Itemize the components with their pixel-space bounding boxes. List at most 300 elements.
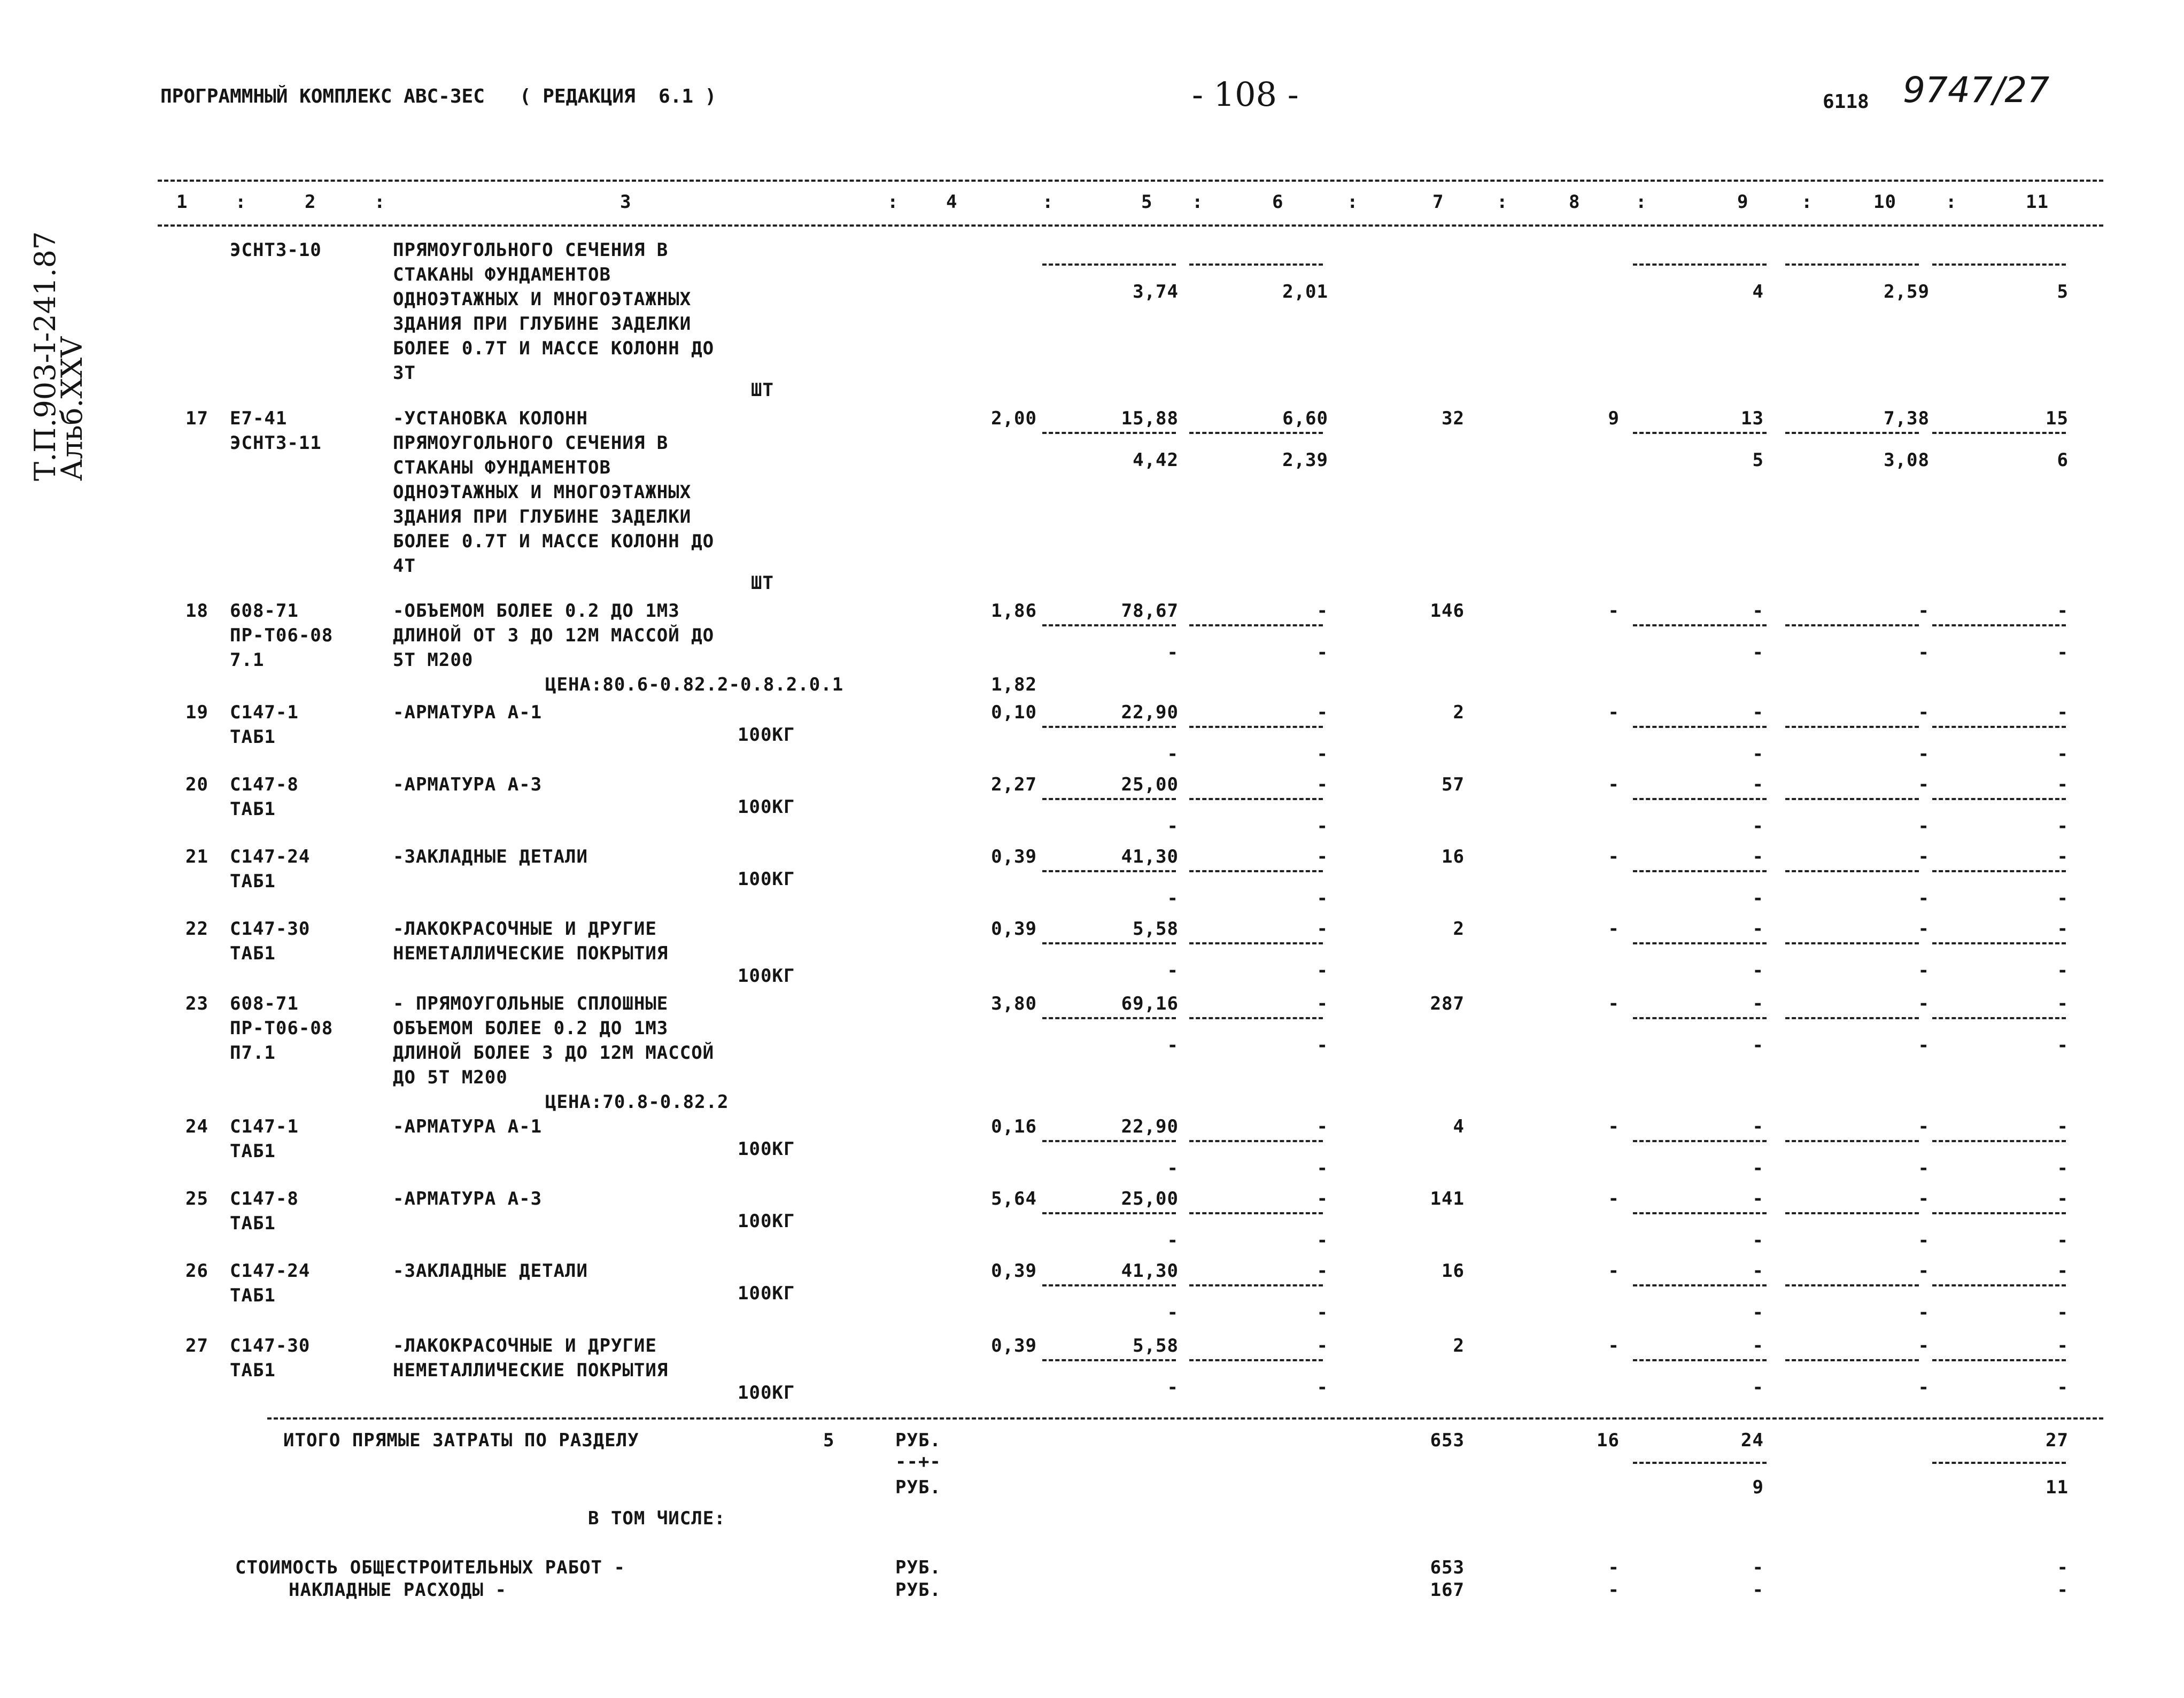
row-c5-base: 69,16 bbox=[1121, 993, 1179, 1014]
row-description-line: БОЛЕЕ 0.7Т И МАССЕ КОЛОНН ДО bbox=[393, 531, 715, 552]
row-quantity: 5,64 bbox=[991, 1188, 1037, 1209]
row-c6-base: - bbox=[1316, 1260, 1328, 1282]
row-c10-wage: - bbox=[1918, 1158, 1930, 1179]
row-c10-divider bbox=[1785, 942, 1919, 944]
row-c9-wage: - bbox=[1752, 960, 1764, 981]
row-c7: 4 bbox=[1453, 1116, 1465, 1137]
row-unit: ШТ bbox=[751, 379, 774, 401]
row-quantity: 0,16 bbox=[991, 1116, 1037, 1137]
row-c9-base: - bbox=[1752, 1188, 1764, 1209]
row-c6-base: - bbox=[1316, 1335, 1328, 1356]
row-c6-divider bbox=[1189, 1359, 1323, 1361]
breakdown-c7: 653 bbox=[1430, 1557, 1465, 1578]
row-c9-base: - bbox=[1752, 918, 1764, 940]
header-rule-top bbox=[158, 180, 2103, 182]
row-c6-wage: - bbox=[1316, 743, 1328, 765]
row-c5-divider bbox=[1042, 1212, 1176, 1214]
row-c10-divider bbox=[1785, 263, 1919, 266]
row-c9-divider bbox=[1633, 942, 1767, 944]
row-c6-divider bbox=[1189, 1212, 1323, 1214]
breakdown-c11: - bbox=[2057, 1557, 2069, 1578]
row-c6-wage: - bbox=[1316, 1230, 1328, 1251]
row-c9-wage: - bbox=[1752, 1230, 1764, 1251]
row-c5-base: 41,30 bbox=[1121, 846, 1179, 867]
row-c9-base: - bbox=[1752, 993, 1764, 1014]
row-c11-divider bbox=[1932, 1212, 2066, 1214]
breakdown-c9: - bbox=[1752, 1579, 1764, 1601]
row-code: ТАБ1 bbox=[230, 871, 276, 892]
row-c10-divider bbox=[1785, 1017, 1919, 1019]
row-quantity: 1,86 bbox=[991, 600, 1037, 622]
row-c6-base: - bbox=[1316, 1188, 1328, 1209]
row-c5-divider bbox=[1042, 942, 1176, 944]
totals-section: 5 bbox=[823, 1430, 835, 1451]
row-c5-base: 22,90 bbox=[1121, 1116, 1179, 1137]
row-code: ПР-Т06-08 bbox=[230, 625, 334, 646]
row-description-line: -АРМАТУРА А-3 bbox=[393, 774, 543, 795]
row-c5-wage: - bbox=[1167, 816, 1179, 837]
row-c10-divider bbox=[1785, 1284, 1919, 1286]
program-title: ПРОГРАММНЫЙ КОМПЛЕКС АВС-ЗЕС ( РЕДАКЦИЯ 6.1 ) bbox=[160, 86, 717, 107]
row-code: С147-1 bbox=[230, 702, 299, 723]
row-c5-base: 5,58 bbox=[1133, 1335, 1179, 1356]
row-description-line: 5Т М200 bbox=[393, 649, 474, 671]
row-description-line: НЕМЕТАЛЛИЧЕСКИЕ ПОКРЫТИЯ bbox=[393, 943, 669, 964]
row-c6-wage: - bbox=[1316, 888, 1328, 909]
row-code: ТАБ1 bbox=[230, 798, 276, 820]
row-c9-wage: - bbox=[1752, 743, 1764, 765]
row-unit: 100КГ bbox=[738, 965, 795, 987]
column-separator: : bbox=[235, 191, 247, 213]
row-unit: 100КГ bbox=[738, 1211, 795, 1232]
totals-c11-b: 11 bbox=[2046, 1477, 2069, 1498]
row-c9-divider bbox=[1633, 1140, 1767, 1142]
row-c10-wage: 2,59 bbox=[1884, 281, 1930, 303]
row-c5-base: 5,58 bbox=[1133, 918, 1179, 940]
column-header-10: 10 bbox=[1873, 191, 1896, 213]
row-number: 25 bbox=[185, 1188, 208, 1209]
row-c9-base: - bbox=[1752, 702, 1764, 723]
row-unit: 100КГ bbox=[738, 1382, 795, 1404]
row-c6-base: - bbox=[1316, 774, 1328, 795]
row-code: С147-24 bbox=[230, 846, 311, 867]
column-header-1: 1 bbox=[176, 191, 188, 213]
row-quantity: 0,39 bbox=[991, 918, 1037, 940]
row-c6-divider bbox=[1189, 726, 1323, 728]
row-c11-base: - bbox=[2057, 774, 2069, 795]
row-c9-base: - bbox=[1752, 846, 1764, 867]
row-c11-base: - bbox=[2057, 1116, 2069, 1137]
row-c8: - bbox=[1608, 1116, 1620, 1137]
row-c7: 16 bbox=[1442, 1260, 1465, 1282]
row-code: С147-1 bbox=[230, 1116, 299, 1137]
row-c8: - bbox=[1608, 846, 1620, 867]
row-c10-wage: - bbox=[1918, 816, 1930, 837]
side-stamp-line-1: Т.П.903-I-241.87 bbox=[28, 231, 62, 481]
row-description-line: ЗДАНИЯ ПРИ ГЛУБИНЕ ЗАДЕЛКИ bbox=[393, 506, 692, 528]
row-c10-base: - bbox=[1918, 774, 1930, 795]
row-description-line: 4Т bbox=[393, 555, 416, 577]
row-c11-divider bbox=[1932, 1284, 2066, 1286]
column-separator: : bbox=[1192, 191, 1204, 213]
row-c10-base: - bbox=[1918, 1188, 1930, 1209]
breakdown-c8: - bbox=[1608, 1557, 1620, 1578]
handwritten-number: 9747/27 bbox=[1903, 69, 2050, 111]
row-c6-divider bbox=[1189, 870, 1323, 872]
row-description-line: -АРМАТУРА А-3 bbox=[393, 1188, 543, 1209]
row-c5-divider bbox=[1042, 263, 1176, 266]
row-c7: 2 bbox=[1453, 918, 1465, 940]
row-c11-base: - bbox=[2057, 600, 2069, 622]
row-number: 19 bbox=[185, 702, 208, 723]
row-c6-base: - bbox=[1316, 1116, 1328, 1137]
row-number: 21 bbox=[185, 846, 208, 867]
row-c5-divider bbox=[1042, 1140, 1176, 1142]
row-unit: 100КГ bbox=[738, 724, 795, 746]
row-description-line: -ЛАКОКРАСОЧНЫЕ И ДРУГИЕ bbox=[393, 918, 657, 940]
row-c6-wage: - bbox=[1316, 1302, 1328, 1323]
breakdown-c11: - bbox=[2057, 1579, 2069, 1601]
column-header-2: 2 bbox=[305, 191, 316, 213]
row-description-line: ДЛИНОЙ БОЛЕЕ 3 ДО 12М МАССОЙ bbox=[393, 1042, 715, 1064]
row-c6-divider bbox=[1189, 263, 1323, 266]
row-c9-divider bbox=[1633, 1212, 1767, 1214]
row-c8: - bbox=[1608, 1335, 1620, 1356]
totals-unit-2: РУБ. bbox=[895, 1477, 941, 1498]
row-c6-divider bbox=[1189, 1140, 1323, 1142]
row-c9-wage: - bbox=[1752, 1302, 1764, 1323]
row-c10-divider bbox=[1785, 870, 1919, 872]
row-unit: 100КГ bbox=[738, 1138, 795, 1160]
row-c9-base: 13 bbox=[1741, 408, 1764, 429]
row-code: ПР-Т06-08 bbox=[230, 1018, 334, 1039]
row-code: С147-30 bbox=[230, 1335, 311, 1356]
row-c11-wage: - bbox=[2057, 888, 2069, 909]
row-c6-wage: - bbox=[1316, 1035, 1328, 1056]
row-c11-divider bbox=[1932, 1140, 2066, 1142]
row-c10-base: - bbox=[1918, 702, 1930, 723]
row-c5-divider bbox=[1042, 1017, 1176, 1019]
column-separator: : bbox=[1347, 191, 1359, 213]
row-c7: 146 bbox=[1430, 600, 1465, 622]
row-c10-base: - bbox=[1918, 1260, 1930, 1282]
row-c6-wage: - bbox=[1316, 816, 1328, 837]
row-c5-base: 15,88 bbox=[1121, 408, 1179, 429]
row-c5-base: 25,00 bbox=[1121, 774, 1179, 795]
row-c10-base: - bbox=[1918, 846, 1930, 867]
row-quantity: 0,39 bbox=[991, 1335, 1037, 1356]
row-code: ЭСНТЗ-11 bbox=[230, 432, 322, 454]
row-c6-divider bbox=[1189, 432, 1323, 434]
row-c11-wage: 6 bbox=[2057, 449, 2069, 471]
row-c6-divider bbox=[1189, 798, 1323, 800]
row-c10-wage: - bbox=[1918, 1377, 1930, 1398]
row-c11-base: - bbox=[2057, 918, 2069, 940]
row-description-line: -УСТАНОВКА КОЛОНН bbox=[393, 408, 588, 429]
row-c5-wage: - bbox=[1167, 743, 1179, 765]
row-c10-base: 7,38 bbox=[1884, 408, 1930, 429]
row-c9-base: - bbox=[1752, 600, 1764, 622]
row-c9-base: - bbox=[1752, 1335, 1764, 1356]
totals-c7: 653 bbox=[1430, 1430, 1465, 1451]
row-description-line: ДО 5Т М200 bbox=[393, 1067, 508, 1088]
row-c6-divider bbox=[1189, 942, 1323, 944]
row-code: 608-71 bbox=[230, 993, 299, 1014]
breakdown-c9: - bbox=[1752, 1557, 1764, 1578]
row-code: ТАБ1 bbox=[230, 1141, 276, 1162]
row-c9-base: - bbox=[1752, 1116, 1764, 1137]
row-c11-wage: - bbox=[2057, 743, 2069, 765]
row-description-line: -ЛАКОКРАСОЧНЫЕ И ДРУГИЕ bbox=[393, 1335, 657, 1356]
row-c11-divider bbox=[1932, 263, 2066, 266]
row-description-line: ОБЪЕМОМ БОЛЕЕ 0.2 ДО 1М3 bbox=[393, 1018, 669, 1039]
column-separator: : bbox=[1801, 191, 1813, 213]
column-header-4: 4 bbox=[946, 191, 958, 213]
column-separator: : bbox=[374, 191, 386, 213]
row-unit: 100КГ bbox=[738, 796, 795, 818]
row-c10-divider bbox=[1785, 1140, 1919, 1142]
row-c6-base: - bbox=[1316, 702, 1328, 723]
row-c9-wage: 4 bbox=[1752, 281, 1764, 303]
row-code: С147-24 bbox=[230, 1260, 311, 1282]
row-c11-divider bbox=[1932, 942, 2066, 944]
breakdown-c7: 167 bbox=[1430, 1579, 1465, 1601]
row-description-line: ЗДАНИЯ ПРИ ГЛУБИНЕ ЗАДЕЛКИ bbox=[393, 313, 692, 335]
row-c10-wage: - bbox=[1918, 642, 1930, 663]
row-c5-wage: - bbox=[1167, 1230, 1179, 1251]
totals-label: ИТОГО ПРЯМЫЕ ЗАТРАТЫ ПО РАЗДЕЛУ bbox=[283, 1430, 639, 1451]
row-c6-divider bbox=[1189, 624, 1323, 626]
row-number: 20 bbox=[185, 774, 208, 795]
column-separator: : bbox=[1636, 191, 1647, 213]
column-header-6: 6 bbox=[1272, 191, 1284, 213]
row-code: С147-30 bbox=[230, 918, 311, 940]
page-number: - 108 - bbox=[1192, 75, 1299, 114]
row-code: ТАБ1 bbox=[230, 1285, 276, 1306]
row-unit: 100КГ bbox=[738, 1283, 795, 1304]
row-c9-divider bbox=[1633, 1359, 1767, 1361]
row-c8: - bbox=[1608, 1188, 1620, 1209]
breakdown-label: НАКЛАДНЫЕ РАСХОДЫ - bbox=[289, 1579, 507, 1601]
row-c6-base: - bbox=[1316, 918, 1328, 940]
row-description-line: ПРЯМОУГОЛЬНОГО СЕЧЕНИЯ В bbox=[393, 432, 669, 454]
row-c5-wage: - bbox=[1167, 1377, 1179, 1398]
row-c9-wage: - bbox=[1752, 1035, 1764, 1056]
row-c7: 2 bbox=[1453, 1335, 1465, 1356]
row-description-line: НЕМЕТАЛЛИЧЕСКИЕ ПОКРЫТИЯ bbox=[393, 1360, 669, 1381]
row-c5-base: 78,67 bbox=[1121, 600, 1179, 622]
column-header-9: 9 bbox=[1737, 191, 1749, 213]
row-c9-base: - bbox=[1752, 774, 1764, 795]
row-c10-wage: - bbox=[1918, 1302, 1930, 1323]
row-c11-wage: - bbox=[2057, 1377, 2069, 1398]
row-c10-wage: - bbox=[1918, 1035, 1930, 1056]
row-c10-divider bbox=[1785, 624, 1919, 626]
row-description-line: -ЗАКЛАДНЫЕ ДЕТАЛИ bbox=[393, 1260, 588, 1282]
row-c5-wage: - bbox=[1167, 888, 1179, 909]
row-c9-wage: - bbox=[1752, 1158, 1764, 1179]
row-description-line: 3Т bbox=[393, 362, 416, 384]
totals-including: В ТОМ ЧИСЛЕ: bbox=[588, 1508, 726, 1529]
row-c5-divider bbox=[1042, 1284, 1176, 1286]
row-number: 17 bbox=[185, 408, 208, 429]
row-code: П7.1 bbox=[230, 1042, 276, 1064]
row-c5-wage: - bbox=[1167, 1158, 1179, 1179]
row-description-line: ОДНОЭТАЖНЫХ И МНОГОЭТАЖНЫХ bbox=[393, 482, 692, 503]
row-c6-wage: 2,39 bbox=[1282, 449, 1328, 471]
row-c11-divider bbox=[1932, 1359, 2066, 1361]
column-header-11: 11 bbox=[2026, 191, 2049, 213]
row-unit: ШТ bbox=[751, 572, 774, 594]
row-c10-base: - bbox=[1918, 1116, 1930, 1137]
row-description-line: ПРЯМОУГОЛЬНОГО СЕЧЕНИЯ В bbox=[393, 239, 669, 261]
row-description-line: СТАКАНЫ ФУНДАМЕНТОВ bbox=[393, 457, 611, 478]
breakdown-label: СТОИМОСТЬ ОБЩЕСТРОИТЕЛЬНЫХ РАБОТ - bbox=[235, 1557, 625, 1578]
row-code: ТАБ1 bbox=[230, 943, 276, 964]
row-number: 22 bbox=[185, 918, 208, 940]
row-c7: 16 bbox=[1442, 846, 1465, 867]
row-c10-divider bbox=[1785, 432, 1919, 434]
row-c11-base: 15 bbox=[2046, 408, 2069, 429]
row-price-formula: ЦЕНА:70.8-0.82.2 bbox=[545, 1091, 729, 1113]
row-c10-wage: - bbox=[1918, 960, 1930, 981]
row-c6-divider bbox=[1189, 1284, 1323, 1286]
row-c11-base: - bbox=[2057, 1335, 2069, 1356]
row-quantity: 0,10 bbox=[991, 702, 1037, 723]
row-c6-base: - bbox=[1316, 993, 1328, 1014]
row-c6-wage: - bbox=[1316, 1377, 1328, 1398]
row-c10-wage: - bbox=[1918, 888, 1930, 909]
row-c9-wage: - bbox=[1752, 642, 1764, 663]
row-c10-divider bbox=[1785, 1212, 1919, 1214]
row-c9-base: - bbox=[1752, 1260, 1764, 1282]
row-code: Е7-41 bbox=[230, 408, 288, 429]
row-c11-wage: - bbox=[2057, 1158, 2069, 1179]
row-quantity: 0,39 bbox=[991, 1260, 1037, 1282]
column-separator: : bbox=[1042, 191, 1054, 213]
row-c7: 32 bbox=[1442, 408, 1465, 429]
row-c9-divider bbox=[1633, 1017, 1767, 1019]
row-c5-divider bbox=[1042, 726, 1176, 728]
row-description-line: -ОБЪЕМОМ БОЛЕЕ 0.2 ДО 1М3 bbox=[393, 600, 680, 622]
row-description-line: -АРМАТУРА А-1 bbox=[393, 1116, 543, 1137]
row-c6-wage: 2,01 bbox=[1282, 281, 1328, 303]
row-c10-base: - bbox=[1918, 600, 1930, 622]
row-c11-divider bbox=[1932, 624, 2066, 626]
row-c10-base: - bbox=[1918, 918, 1930, 940]
row-c11-divider bbox=[1932, 1017, 2066, 1019]
row-c6-wage: - bbox=[1316, 642, 1328, 663]
row-c9-divider bbox=[1633, 798, 1767, 800]
row-c7: 287 bbox=[1430, 993, 1465, 1014]
row-number: 26 bbox=[185, 1260, 208, 1282]
row-c6-wage: - bbox=[1316, 960, 1328, 981]
row-c10-wage: - bbox=[1918, 1230, 1930, 1251]
row-description-line: ОДНОЭТАЖНЫХ И МНОГОЭТАЖНЫХ bbox=[393, 289, 692, 310]
row-c11-divider bbox=[1932, 798, 2066, 800]
row-quantity: 2,27 bbox=[991, 774, 1037, 795]
row-c11-divider bbox=[1932, 870, 2066, 872]
row-c11-wage: - bbox=[2057, 1035, 2069, 1056]
row-code: ТАБ1 bbox=[230, 726, 276, 748]
row-c10-base: - bbox=[1918, 1335, 1930, 1356]
row-c11-wage: - bbox=[2057, 816, 2069, 837]
row-c9-divider bbox=[1633, 432, 1767, 434]
row-number: 27 bbox=[185, 1335, 208, 1356]
totals-c9-b: 9 bbox=[1752, 1477, 1764, 1498]
breakdown-unit: РУБ. bbox=[895, 1557, 941, 1578]
row-c5-base: 41,30 bbox=[1121, 1260, 1179, 1282]
column-header-8: 8 bbox=[1569, 191, 1581, 213]
row-c10-divider bbox=[1785, 726, 1919, 728]
row-c5-wage: - bbox=[1167, 1302, 1179, 1323]
row-c9-wage: - bbox=[1752, 816, 1764, 837]
totals-unit-separator: --+- bbox=[895, 1451, 941, 1472]
row-c11-base: - bbox=[2057, 702, 2069, 723]
row-c9-divider bbox=[1633, 263, 1767, 266]
row-c8: - bbox=[1608, 993, 1620, 1014]
row-c8: 9 bbox=[1608, 408, 1620, 429]
row-c11-divider bbox=[1932, 432, 2066, 434]
row-c6-wage: - bbox=[1316, 1158, 1328, 1179]
row-c10-base: - bbox=[1918, 993, 1930, 1014]
row-c11-wage: - bbox=[2057, 1302, 2069, 1323]
row-c9-divider bbox=[1633, 1284, 1767, 1286]
row-price-formula: ЦЕНА:80.6-0.82.2-0.8.2.0.1 bbox=[545, 674, 844, 695]
column-separator: : bbox=[1497, 191, 1508, 213]
row-description-line: -АРМАТУРА А-1 bbox=[393, 702, 543, 723]
row-c8: - bbox=[1608, 600, 1620, 622]
totals-c11-divider bbox=[1932, 1462, 2066, 1464]
row-c6-base: - bbox=[1316, 600, 1328, 622]
row-c11-base: - bbox=[2057, 993, 2069, 1014]
row-code: ТАБ1 bbox=[230, 1360, 276, 1381]
row-number: 24 bbox=[185, 1116, 208, 1137]
row-c5-wage: - bbox=[1167, 642, 1179, 663]
row-description-line: - ПРЯМОУГОЛЬНЫЕ СПЛОШНЫЕ bbox=[393, 993, 669, 1014]
row-c7: 57 bbox=[1442, 774, 1465, 795]
totals-c11: 27 bbox=[2046, 1430, 2069, 1451]
row-quantity-2: 1,82 bbox=[991, 674, 1037, 695]
row-c5-base: 25,00 bbox=[1121, 1188, 1179, 1209]
totals-c8: 16 bbox=[1597, 1430, 1620, 1451]
document-code: 6118 bbox=[1823, 91, 1869, 113]
row-c5-wage: 4,42 bbox=[1133, 449, 1179, 471]
row-description-line: -ЗАКЛАДНЫЕ ДЕТАЛИ bbox=[393, 846, 588, 867]
row-quantity: 3,80 bbox=[991, 993, 1037, 1014]
row-c10-wage: - bbox=[1918, 743, 1930, 765]
row-code: 608-71 bbox=[230, 600, 299, 622]
row-c10-divider bbox=[1785, 1359, 1919, 1361]
row-c11-wage: - bbox=[2057, 642, 2069, 663]
column-separator: : bbox=[887, 191, 899, 213]
row-c6-divider bbox=[1189, 1017, 1323, 1019]
column-header-7: 7 bbox=[1432, 191, 1444, 213]
side-stamp bbox=[28, 231, 89, 481]
row-c5-divider bbox=[1042, 432, 1176, 434]
row-description-line: БОЛЕЕ 0.7Т И МАССЕ КОЛОНН ДО bbox=[393, 338, 715, 359]
row-c9-wage: - bbox=[1752, 1377, 1764, 1398]
row-c7: 2 bbox=[1453, 702, 1465, 723]
row-c9-divider bbox=[1633, 870, 1767, 872]
row-c11-divider bbox=[1932, 726, 2066, 728]
row-quantity: 0,39 bbox=[991, 846, 1037, 867]
row-c5-wage: - bbox=[1167, 960, 1179, 981]
row-code: С147-8 bbox=[230, 1188, 299, 1209]
row-c5-divider bbox=[1042, 798, 1176, 800]
row-number: 18 bbox=[185, 600, 208, 622]
totals-c9-divider bbox=[1633, 1462, 1767, 1464]
